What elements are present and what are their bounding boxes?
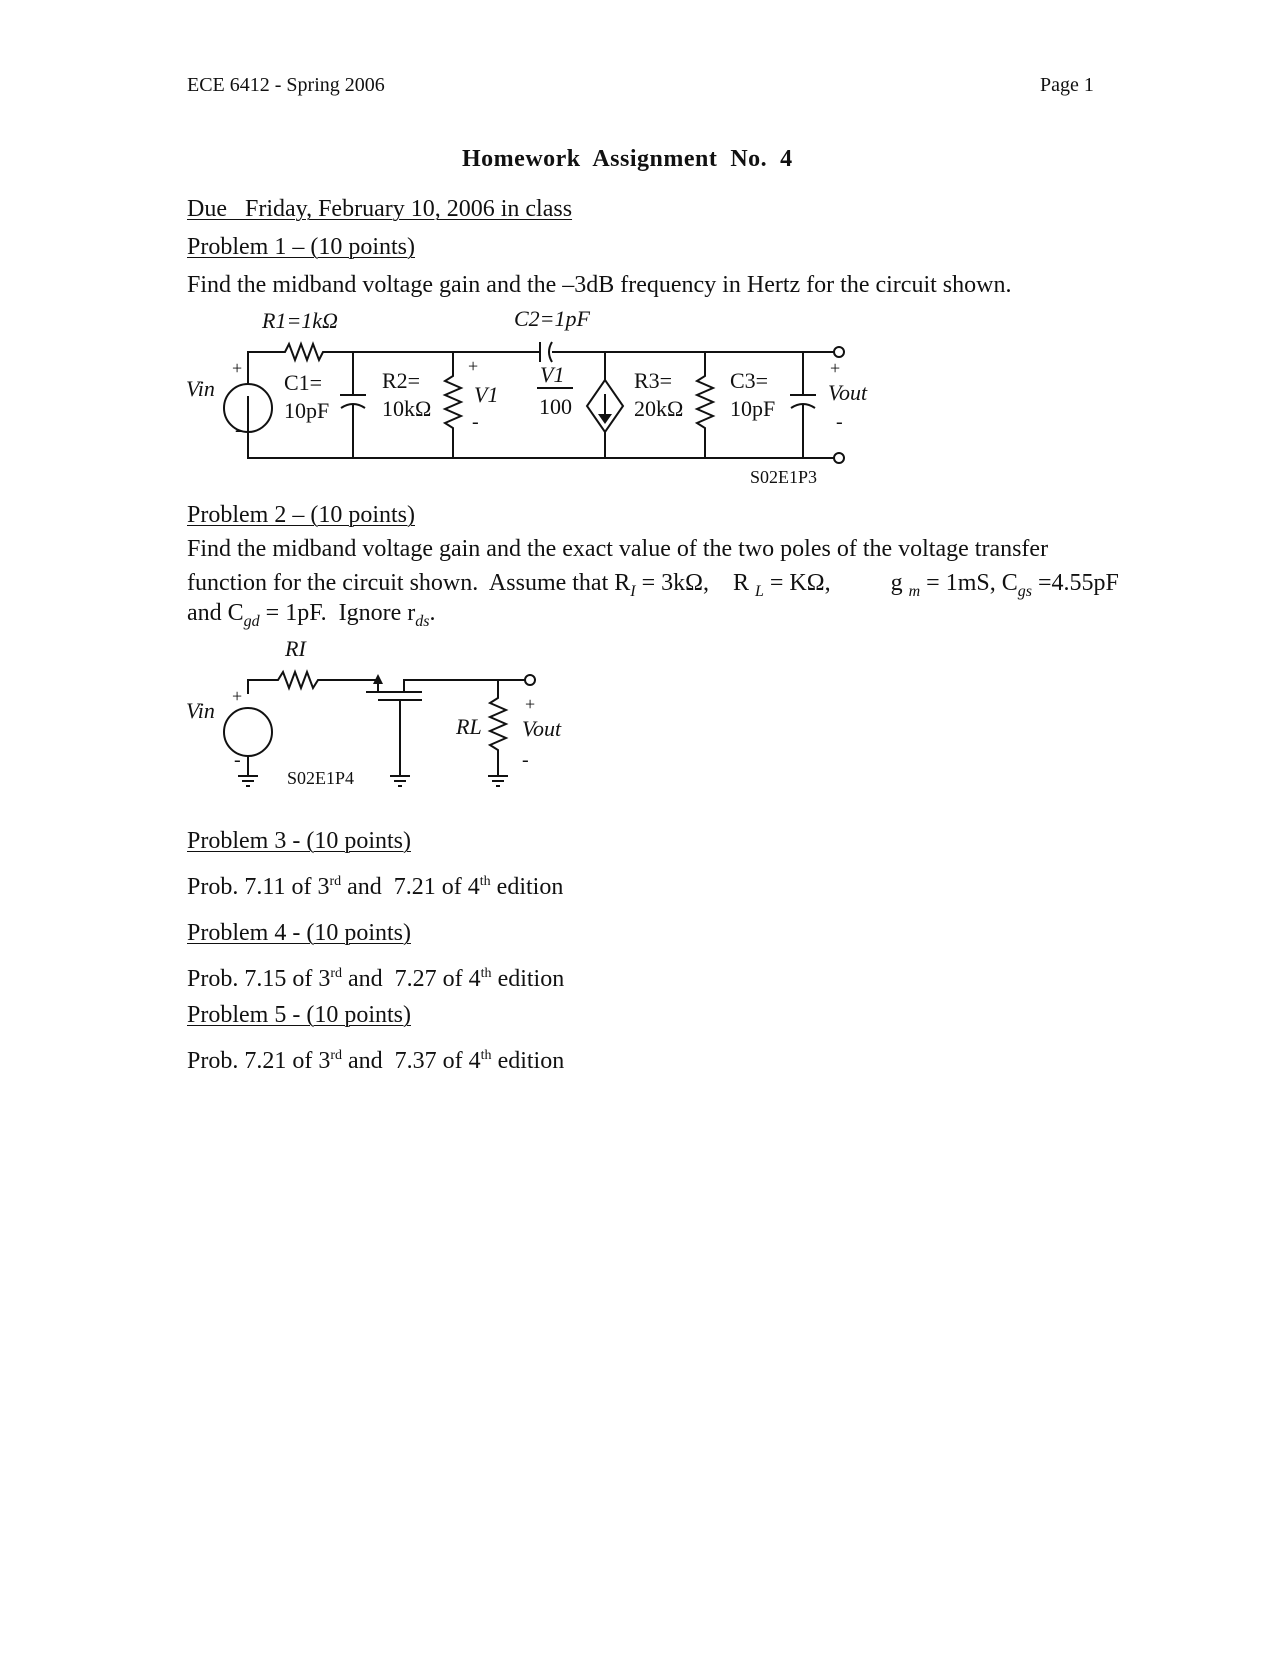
vin-minus: - <box>235 419 242 441</box>
vout-plus: + <box>830 358 841 378</box>
problem-1-text: Find the midband voltage gain and the –3dB frequency in Hertz for the circuit shown. <box>187 272 1012 298</box>
c3-label-a: C3= <box>730 368 769 393</box>
r2-label-b: 10kΩ <box>382 396 432 421</box>
v1-minus: - <box>472 411 479 433</box>
circuit-1-tag: S02E1P3 <box>750 467 818 487</box>
vin-plus: + <box>232 358 243 378</box>
circuit-diagram-2 <box>0 636 1280 806</box>
dep-numerator: V1 <box>540 362 565 387</box>
problem-3-text: Prob. 7.11 of 3rd and 7.21 of 4th edition <box>187 874 564 900</box>
problem-2-line-1: Find the midband voltage gain and the exact value of the two poles of the voltage transfer <box>187 536 1049 562</box>
vout-label: Vout <box>828 380 868 405</box>
problem-4-text: Prob. 7.15 of 3rd and 7.27 of 4th edition <box>187 966 565 992</box>
due-date: Due Friday, February 10, 2006 in class <box>187 196 573 222</box>
ri-label: RI <box>285 636 306 661</box>
c2-label: C2=1pF <box>514 310 590 331</box>
vin-plus-2: + <box>232 686 243 706</box>
vin-label: Vin <box>186 376 215 401</box>
problem-2-line-3: and $C_{gd} = 1pF$. Ignore $r_{ds}$. <box>187 600 436 630</box>
dep-denominator: 100 <box>539 394 572 419</box>
vout-minus-2: - <box>522 749 529 771</box>
circuit-diagram-1 <box>0 310 1280 490</box>
problem-2-heading: Problem 2 – (10 points) <box>187 502 415 528</box>
v1-plus: + <box>468 356 479 376</box>
r3-label-a: R3= <box>634 368 673 393</box>
problem-4-heading: Problem 4 - (10 points) <box>187 920 411 946</box>
circuit-2-tag: S02E1P4 <box>287 768 355 788</box>
vout-plus-2: + <box>525 694 536 714</box>
rl-label: RL <box>456 714 482 739</box>
course-header: ECE 6412 - Spring 2006 <box>187 74 385 96</box>
page-number: Page 1 <box>1040 74 1094 96</box>
r3-label-b: 20kΩ <box>634 396 684 421</box>
r1-label: R1=1kΩ <box>262 310 338 333</box>
vin-label-2: Vin <box>186 698 215 723</box>
c1-label-b: 10pF <box>284 398 330 423</box>
vout-label-2: Vout <box>522 716 562 741</box>
problem-2-line-2: function for the circuit shown. Assume that $R_I = 3k\Omega$, R $_L$ = KΩ, g $_m$ = 1mS, $C_{gs} =4.55pF$ <box>187 570 1119 600</box>
vin-minus-2: - <box>234 749 241 771</box>
problem-3-heading: Problem 3 - (10 points) <box>187 828 411 854</box>
c3-label-b: 10pF <box>730 396 776 421</box>
problem-5-text: Prob. 7.21 of 3rd and 7.37 of 4th edition <box>187 1048 565 1074</box>
problem-1-heading: Problem 1 – (10 points) <box>187 234 415 260</box>
v1-label: V1 <box>474 382 499 407</box>
page-title: Homework Assignment No. 4 <box>462 146 793 172</box>
problem-5-heading: Problem 5 - (10 points) <box>187 1002 411 1028</box>
c1-label-a: C1= <box>284 370 323 395</box>
r2-label-a: R2= <box>382 368 421 393</box>
vout-minus: - <box>836 411 843 433</box>
